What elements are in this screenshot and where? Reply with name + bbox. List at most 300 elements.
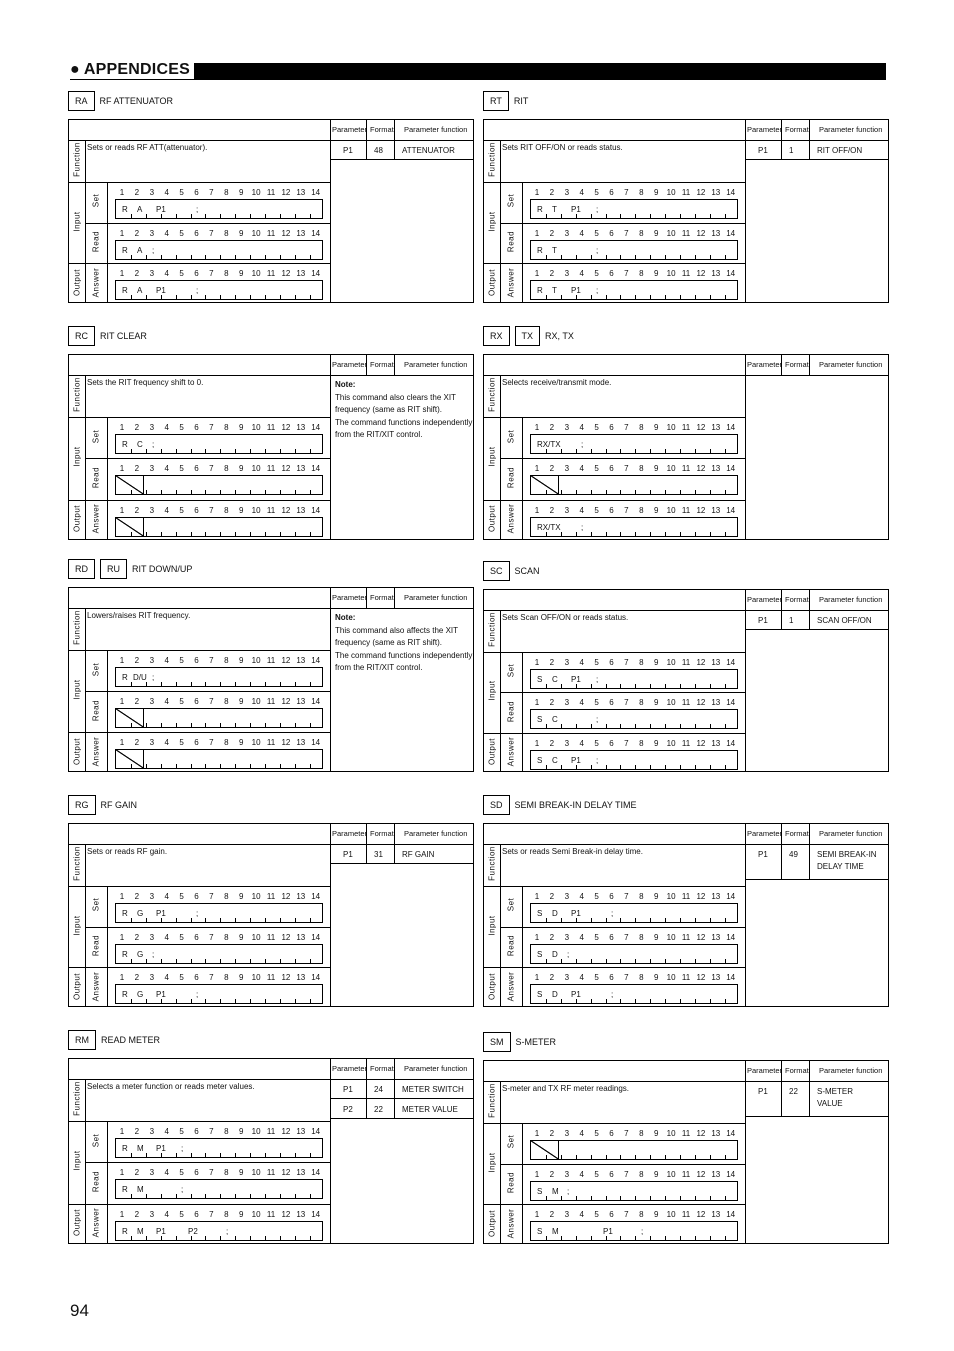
digit-label: 10 (666, 228, 676, 238)
set-command-box (530, 669, 738, 689)
cell-tick (310, 723, 311, 727)
sub-label-column-rule (107, 886, 108, 1006)
command-table (483, 1060, 889, 1244)
cell-tick (220, 1153, 221, 1157)
cell-tick (680, 999, 681, 1003)
digit-label: 4 (164, 973, 169, 983)
digit-label: 5 (179, 1168, 184, 1178)
answer-label: Answer (91, 736, 101, 766)
digit-label: 13 (711, 658, 721, 667)
command-code: TX (515, 326, 541, 346)
cell-tick (310, 214, 311, 218)
cell-tick (665, 449, 666, 453)
cell-tick (635, 490, 636, 494)
cell-tick (250, 449, 251, 453)
cell-tick (191, 1153, 192, 1157)
digit-label: 5 (594, 464, 599, 474)
cell-tick (710, 255, 711, 259)
digit-label: 7 (209, 738, 214, 747)
param-row (330, 1079, 473, 1099)
cell-tick (176, 255, 177, 259)
row-rule (484, 886, 745, 887)
param-format: 1 (789, 146, 794, 155)
digit-scale (115, 464, 323, 474)
digit-label: 8 (639, 973, 644, 983)
digit-label: 2 (549, 738, 555, 748)
param-name: P1 (343, 850, 353, 859)
cell-tick (265, 295, 266, 299)
digit-label: 3 (149, 269, 155, 279)
row-rule (69, 650, 330, 651)
cell-tick (546, 532, 547, 536)
digit-label: 11 (266, 738, 276, 747)
digit-label: 10 (251, 973, 261, 983)
cell-tick (695, 255, 696, 259)
cell-tick (561, 765, 562, 769)
cell-tick (650, 532, 651, 536)
digit-label: 13 (711, 973, 721, 983)
cell-tick (146, 214, 147, 218)
header-rule (484, 375, 888, 376)
cell-tick (220, 1236, 221, 1240)
param-function: METER VALUE (402, 1105, 458, 1114)
digit-label: 1 (119, 1168, 125, 1178)
digit-label: 13 (296, 464, 306, 474)
cell-tick (725, 918, 726, 922)
cell-tick (250, 1194, 251, 1198)
answer-command-box (115, 517, 323, 537)
command-char: S (537, 675, 543, 684)
command-char: C (552, 715, 558, 725)
digit-label: 12 (281, 1127, 291, 1136)
digit-label: 9 (653, 188, 659, 197)
digit-label: 5 (179, 505, 184, 515)
cell-tick (235, 532, 236, 536)
digit-label: 8 (639, 1129, 644, 1138)
cell-tick (546, 255, 547, 259)
digit-label: 10 (251, 738, 261, 747)
cell-tick (146, 918, 147, 922)
command-char: P1 (156, 990, 166, 1000)
header-cell-divider (781, 590, 782, 610)
input-label: Input (487, 915, 497, 936)
digit-label: 13 (296, 423, 306, 432)
function-description: Sets RIT OFF/ON or reads status. (502, 143, 623, 152)
cell-tick (650, 295, 651, 299)
cell-tick (205, 449, 206, 453)
digit-scale (115, 892, 323, 902)
cell-tick (576, 724, 577, 728)
digit-label: 3 (564, 932, 570, 942)
command-char: ; (196, 990, 199, 1000)
command-char: RX/TX (537, 522, 561, 532)
param-format: 49 (789, 850, 798, 859)
command-char: R (122, 245, 128, 255)
digit-label: 11 (681, 188, 691, 197)
digit-label: 12 (696, 892, 706, 901)
answer-command-box (115, 1221, 323, 1241)
command-char: ; (641, 1227, 644, 1237)
cell-tick (710, 1196, 711, 1200)
digit-label: 9 (653, 269, 659, 279)
digit-label: 8 (639, 228, 644, 238)
command-name: RIT (513, 96, 529, 106)
digit-label: 9 (653, 423, 659, 432)
cell-tick (576, 532, 577, 536)
digit-label: 3 (149, 1209, 155, 1219)
digit-label: 9 (238, 423, 244, 432)
cell-tick (146, 449, 147, 453)
command-char: ; (581, 440, 584, 449)
digit-label: 5 (594, 228, 599, 238)
command-char: ; (226, 1226, 229, 1236)
digit-label: 8 (224, 464, 229, 474)
row-rule (69, 732, 330, 733)
digit-label: 6 (609, 1210, 614, 1220)
header-cell-divider (394, 824, 395, 844)
cell-tick (606, 999, 607, 1003)
function-description: Sets Scan OFF/ON or reads status. (502, 613, 629, 622)
digit-scale (530, 464, 738, 474)
command-char: ; (196, 205, 199, 214)
cell-tick (606, 1196, 607, 1200)
cell-tick (650, 1236, 651, 1240)
cell-tick (310, 1153, 311, 1157)
cell-tick (680, 684, 681, 688)
command-char: S (537, 715, 543, 725)
digit-label: 1 (119, 269, 125, 279)
cell-tick (725, 490, 726, 494)
command-char: S (537, 949, 543, 959)
digit-label: 13 (711, 932, 721, 942)
cell-tick (546, 449, 547, 453)
digit-label: 2 (134, 464, 140, 474)
header-cell-divider (809, 1061, 810, 1081)
digit-label: 14 (311, 1209, 321, 1219)
digit-label: 10 (666, 698, 676, 708)
cell-tick (680, 490, 681, 494)
command-char: D (552, 909, 558, 918)
digit-label: 13 (296, 892, 306, 901)
cell-tick (650, 1196, 651, 1200)
param-format: 24 (374, 1085, 383, 1094)
digit-label: 11 (681, 698, 691, 708)
digit-label: 12 (696, 698, 706, 708)
format-header: Format (785, 125, 809, 134)
read-command-box (115, 240, 323, 260)
digit-label: 7 (624, 1129, 629, 1138)
function-label: Function (487, 1083, 497, 1118)
digit-label: 6 (194, 1209, 199, 1219)
digit-label: 7 (209, 505, 214, 515)
sub-label-column-rule (522, 886, 523, 1006)
digit-label: 14 (726, 505, 736, 515)
digit-label: 13 (711, 698, 721, 708)
digit-label: 4 (579, 1210, 584, 1220)
not-used-slash (116, 476, 144, 494)
cell-tick (161, 214, 162, 218)
cell-tick (710, 1236, 711, 1240)
cell-tick (265, 682, 266, 686)
format-header: Format (370, 593, 394, 602)
cell-tick (310, 532, 311, 536)
param-cell-divider (394, 140, 395, 159)
digit-label: 13 (711, 738, 721, 748)
digit-label: 7 (624, 738, 629, 748)
param-header: Parameter (747, 125, 783, 134)
digit-label: 9 (653, 973, 659, 983)
cell-tick (620, 959, 621, 963)
digit-label: 9 (238, 973, 244, 983)
output-label: Output (72, 1209, 82, 1237)
cell-tick (131, 295, 132, 299)
output-label: Output (72, 737, 82, 765)
cell-tick (695, 532, 696, 536)
cell-tick (576, 765, 577, 769)
digit-label: 11 (266, 188, 276, 197)
digit-label: 9 (238, 228, 244, 238)
input-label: Input (487, 446, 497, 467)
digit-label: 14 (311, 269, 321, 279)
page-header (70, 61, 886, 81)
function-header: Parameter function (404, 593, 468, 602)
answer-command-box (115, 749, 323, 769)
sub-label-column-rule (107, 417, 108, 539)
digit-label: 1 (534, 1169, 540, 1179)
cell-tick (161, 959, 162, 963)
command-code: RG (68, 795, 96, 815)
digit-label: 4 (579, 228, 584, 238)
cell-tick (295, 1194, 296, 1198)
format-header: Format (785, 360, 809, 369)
cell-tick (725, 1236, 726, 1240)
digit-label: 4 (579, 269, 584, 279)
cell-tick (710, 684, 711, 688)
digit-label: 5 (179, 269, 184, 279)
row-rule (69, 182, 330, 183)
digit-label: 9 (653, 505, 659, 515)
command-char: ; (567, 949, 570, 959)
note-title: Note: (335, 380, 356, 389)
digit-label: 7 (624, 892, 629, 901)
digit-scale (115, 188, 323, 198)
answer-label: Answer (91, 503, 101, 534)
cell-tick (235, 255, 236, 259)
command-label-row (68, 1030, 160, 1050)
cell-tick (220, 1194, 221, 1198)
read-label: Read (91, 699, 101, 721)
function-header: Parameter function (404, 125, 468, 134)
command-name: SCAN (514, 566, 540, 576)
input-label: Input (487, 1152, 497, 1173)
digit-label: 7 (209, 1168, 214, 1178)
not-used-slash (531, 476, 559, 494)
function-header: Parameter function (404, 360, 468, 369)
digit-label: 6 (609, 228, 614, 238)
cell-tick (280, 682, 281, 686)
digit-label: 5 (594, 973, 599, 983)
cell-tick (235, 959, 236, 963)
digit-label: 6 (194, 1127, 199, 1136)
cell-tick (161, 1194, 162, 1198)
digit-label: 3 (564, 464, 570, 474)
cell-tick (250, 255, 251, 259)
digit-label: 9 (653, 892, 659, 901)
cell-tick (295, 490, 296, 494)
cell-tick (695, 1196, 696, 1200)
cell-tick (280, 1194, 281, 1198)
digit-label: 11 (681, 738, 691, 748)
digit-label: 6 (194, 1168, 199, 1178)
header-cell-divider (366, 824, 367, 844)
param-function: S-METER (817, 1087, 853, 1096)
command-code: SC (483, 561, 510, 581)
digit-label: 6 (194, 228, 199, 238)
digit-label: 4 (579, 505, 584, 515)
digit-label: 4 (164, 505, 169, 515)
digit-label: 13 (711, 1169, 721, 1179)
cell-tick (635, 214, 636, 218)
set-command-box (530, 1140, 738, 1160)
cell-tick (710, 999, 711, 1003)
digit-label: 12 (696, 1169, 706, 1179)
command-name: RIT CLEAR (100, 331, 147, 341)
set-label: Set (506, 663, 516, 678)
cell-tick (205, 214, 206, 218)
cell-tick (235, 764, 236, 768)
set-label: Set (91, 1133, 101, 1147)
page-title: ● APPENDICES (70, 61, 190, 78)
digit-label: 3 (564, 973, 570, 983)
cell-tick (265, 959, 266, 963)
digit-label: 14 (726, 1129, 736, 1138)
digit-label: 12 (281, 973, 291, 983)
param-name: P1 (758, 146, 768, 155)
set-command-box (115, 667, 323, 687)
cell-tick (725, 214, 726, 218)
header-cell-divider (781, 355, 782, 375)
digit-label: 10 (251, 1209, 261, 1219)
digit-label: 8 (224, 697, 229, 706)
row-rule (107, 1162, 330, 1163)
digit-label: 1 (119, 973, 125, 983)
param-format: 22 (789, 1087, 798, 1096)
cell-tick (635, 765, 636, 769)
digit-label: 11 (681, 1169, 691, 1179)
cell-tick (650, 918, 651, 922)
digit-label: 13 (711, 1210, 721, 1220)
format-header: Format (370, 125, 394, 134)
cell-tick (146, 959, 147, 963)
function-header: Parameter function (819, 360, 883, 369)
digit-label: 5 (179, 188, 184, 197)
row-rule (484, 1204, 745, 1205)
cell-tick (606, 295, 607, 299)
cell-tick (250, 918, 251, 922)
digit-label: 14 (311, 932, 321, 942)
cell-tick (280, 723, 281, 727)
cell-tick (576, 918, 577, 922)
digit-label: 2 (134, 423, 140, 432)
digit-label: 5 (179, 1209, 184, 1219)
cell-tick (235, 918, 236, 922)
digit-label: 10 (666, 658, 676, 667)
sub-label-column-rule (522, 652, 523, 771)
digit-label: 3 (564, 1210, 570, 1220)
digit-label: 10 (666, 932, 676, 942)
digit-label: 1 (534, 892, 540, 901)
digit-label: 7 (209, 1127, 214, 1136)
digit-label: 12 (696, 464, 706, 474)
digit-label: 4 (579, 423, 584, 432)
digit-label: 2 (134, 269, 140, 279)
cell-tick (695, 724, 696, 728)
digit-label: 4 (579, 738, 584, 748)
param-cell-divider (781, 844, 782, 879)
cell-tick (680, 959, 681, 963)
digit-label: 12 (281, 932, 291, 942)
cell-tick (131, 1153, 132, 1157)
cell-tick (310, 999, 311, 1003)
cell-tick (650, 449, 651, 453)
cell-tick (620, 295, 621, 299)
read-label: Read (506, 1171, 516, 1194)
cell-tick (205, 532, 206, 536)
digit-label: 13 (711, 269, 721, 279)
cell-tick (591, 214, 592, 218)
cell-tick (695, 1236, 696, 1240)
cell-tick (191, 532, 192, 536)
param-cell-divider (366, 844, 367, 863)
digit-label: 12 (696, 505, 706, 515)
header-rule (70, 79, 886, 80)
set-label: Set (506, 1135, 516, 1149)
digit-label: 9 (238, 1168, 244, 1178)
command-char: ; (596, 245, 599, 255)
input-label: Input (72, 915, 82, 936)
cell-tick (606, 724, 607, 728)
cell-tick (591, 765, 592, 769)
function-description: Sets or reads RF ATT(attenuator). (87, 143, 208, 152)
command-code: RC (68, 326, 95, 346)
answer-command-box (530, 984, 738, 1004)
digit-label: 2 (549, 973, 555, 983)
command-table (483, 119, 889, 303)
param-format: 48 (374, 146, 383, 155)
note-line: from the RIT/XIT control. (335, 663, 423, 672)
cell-tick (591, 1236, 592, 1240)
cell-tick (191, 295, 192, 299)
digit-scale (115, 1168, 323, 1178)
cell-tick (131, 682, 132, 686)
cell-tick (310, 959, 311, 963)
cell-tick (295, 295, 296, 299)
param-row (330, 140, 473, 160)
cell-tick (295, 1236, 296, 1240)
cell-tick (295, 918, 296, 922)
digit-scale (530, 933, 738, 943)
cell-tick (265, 449, 266, 453)
digit-label: 14 (311, 505, 321, 515)
digit-label: 4 (579, 1169, 584, 1179)
command-code: RM (68, 1030, 96, 1050)
cell-tick (220, 255, 221, 259)
command-section (68, 91, 474, 325)
cell-tick (650, 1155, 651, 1159)
digit-label: 2 (549, 1210, 555, 1220)
cell-tick (635, 449, 636, 453)
function-header: Parameter function (404, 829, 468, 838)
